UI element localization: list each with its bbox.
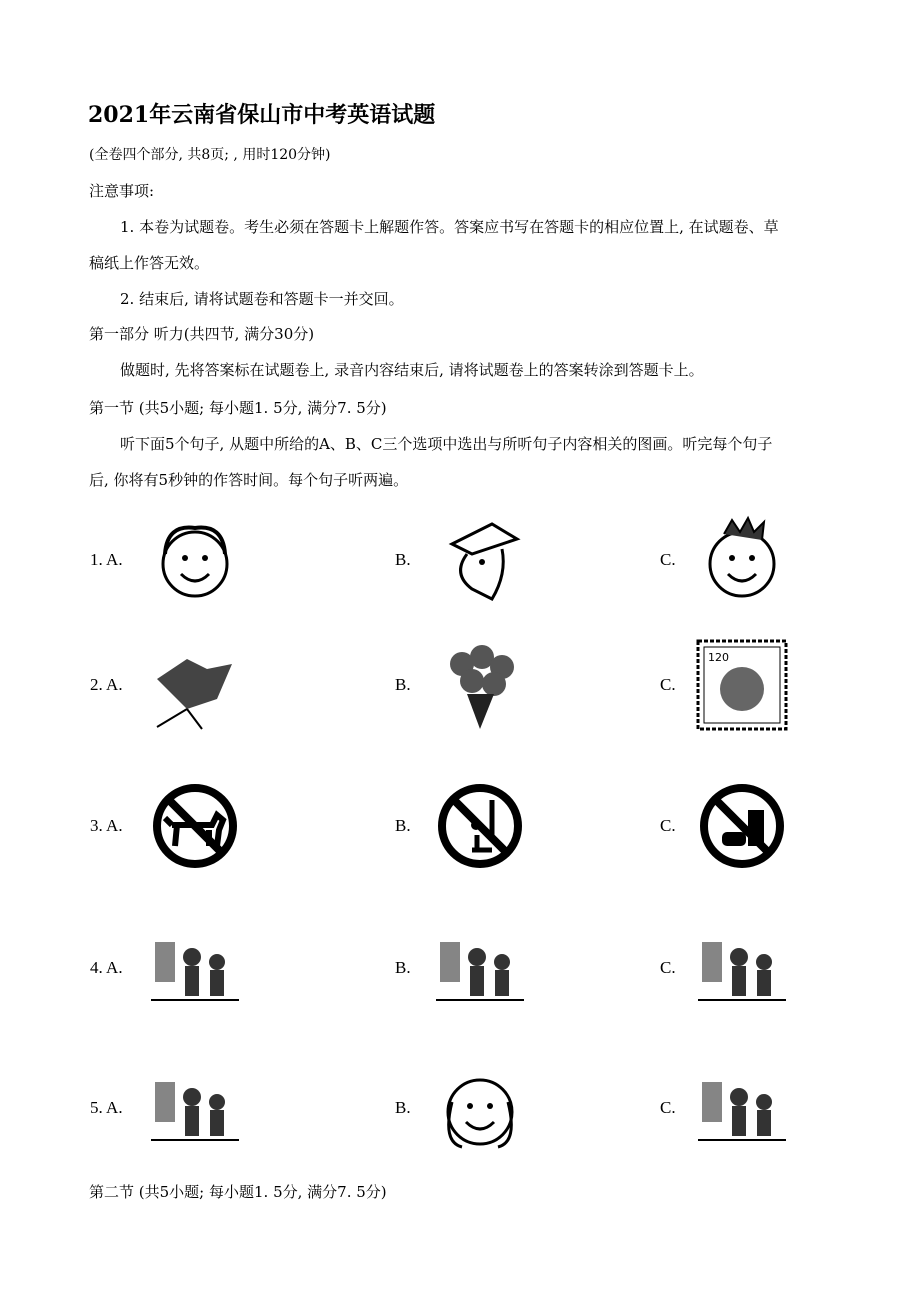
question-1-option-a-label: 1. A. bbox=[90, 550, 123, 569]
question-3-option-c-picture-no-food-drink bbox=[694, 780, 790, 872]
question-5-option-c-picture-traffic-police bbox=[694, 1062, 790, 1154]
question-5-option-b-picture-mother-reading bbox=[432, 1062, 528, 1154]
notice-heading: 注意事项: bbox=[89, 182, 155, 200]
section1-heading: 第一节 (共5小题; 每小题1. 5分, 满分7. 5分) bbox=[89, 399, 387, 417]
question-1-option-b-label: B. bbox=[395, 550, 411, 569]
part1-heading: 第一部分 听力(共四节, 满分30分) bbox=[89, 325, 315, 343]
question-1-option-b-picture-man-with-cap bbox=[432, 514, 528, 606]
question-2-option-b-picture-flowers bbox=[432, 639, 528, 731]
question-4-option-a-label: 4. A. bbox=[90, 958, 123, 977]
question-2-option-a-label: 2. A. bbox=[90, 675, 123, 694]
question-3-option-a-picture-no-dogs bbox=[147, 780, 243, 872]
question-5-option-a-picture-supermarket bbox=[147, 1062, 243, 1154]
question-1-option-a-picture-smiling-boy bbox=[147, 514, 243, 606]
question-3-option-a-label: 3. A. bbox=[90, 816, 123, 835]
question-4-option-b-picture-children-planting bbox=[432, 922, 528, 1014]
question-3-option-c-label: C. bbox=[660, 816, 676, 835]
part1-instructions: 做题时, 先将答案标在试题卷上, 录音内容结束后, 请将试题卷上的答案转涂到答题卡上。 bbox=[120, 361, 704, 379]
question-5-option-c-label: C. bbox=[660, 1098, 676, 1117]
question-3-option-b-label: B. bbox=[395, 816, 411, 835]
question-2-option-c-picture-stamp bbox=[694, 639, 790, 731]
question-4-option-b-label: B. bbox=[395, 958, 411, 977]
question-4-option-c-label: C. bbox=[660, 958, 676, 977]
question-4-option-c-picture-man-cutting-tree bbox=[694, 922, 790, 1014]
section2-heading: 第二节 (共5小题; 每小题1. 5分, 满分7. 5分) bbox=[89, 1183, 387, 1201]
question-5-option-a-label: 5. A. bbox=[90, 1098, 123, 1117]
notice-2: 2. 结束后, 请将试题卷和答题卡一并交回。 bbox=[120, 290, 404, 308]
question-2-option-a-picture-kite bbox=[147, 639, 243, 731]
subtitle: (全卷四个部分, 共8页; , 用时120分钟) bbox=[89, 147, 331, 163]
question-4-option-a-picture-people-shopping bbox=[147, 922, 243, 1014]
section1-instructions: 听下面5个句子, 从题中所给的A、B、C三个选项中选出与所听句子内容相关的图画。听完每个句子 bbox=[120, 435, 773, 453]
question-1-option-c-label: C. bbox=[660, 550, 676, 569]
question-2-option-b-label: B. bbox=[395, 675, 411, 694]
notice-1: 1. 本卷为试题卷。考生必须在答题卡上解题作答。答案应书写在答题卡的相应位置上, 在试题卷、草 bbox=[120, 218, 779, 236]
stamp-value: 120 bbox=[708, 651, 729, 664]
page-title: 2021年云南省保山市中考英语试题 bbox=[88, 102, 436, 128]
notice-1-cont: 稿纸上作答无效。 bbox=[89, 254, 210, 272]
question-1-option-c-picture-boy-with-hair bbox=[694, 514, 790, 606]
section1-instructions-cont: 后, 你将有5秒钟的作答时间。每个句子听两遍。 bbox=[89, 471, 409, 489]
question-2-option-c-label: C. bbox=[660, 675, 676, 694]
question-5-option-b-label: B. bbox=[395, 1098, 411, 1117]
question-3-option-b-picture-no-fishing bbox=[432, 780, 528, 872]
